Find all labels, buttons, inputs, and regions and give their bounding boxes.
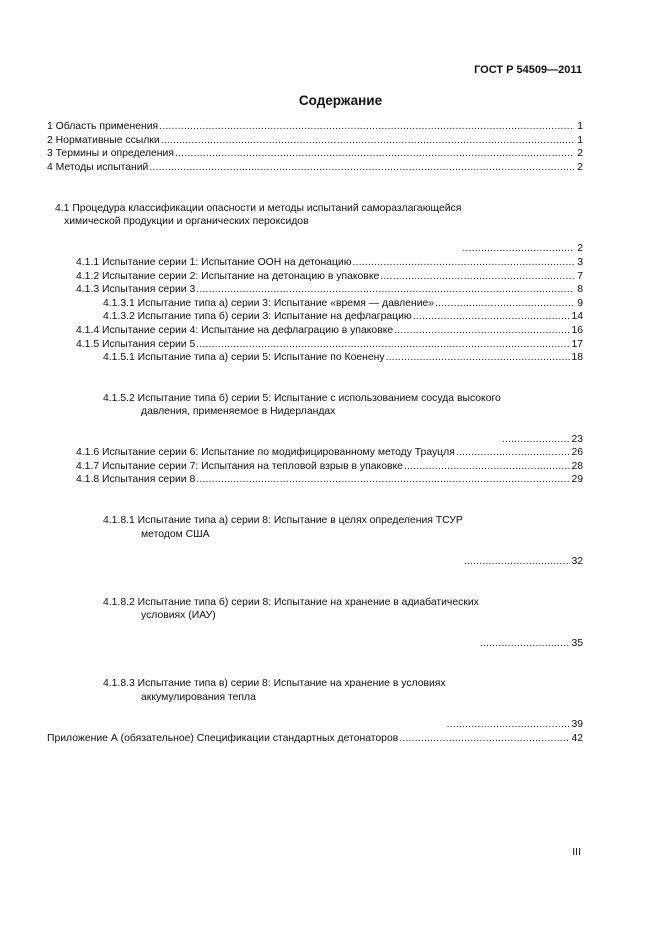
toc-entry-text: 4.1.6 Испытание серии 6: Испытание по модифицированному методу Трауцля [76,447,455,459]
toc-page-number: 14 [571,311,583,323]
toc-entry-text [103,487,463,569]
table-of-contents [47,120,583,745]
toc-leader [462,242,574,256]
toc-page-number: 39 [571,719,583,731]
toc-page-number: 1 [577,134,583,146]
toc-page-number: 17 [571,338,583,350]
toc-page-number: 8 [577,284,583,296]
toc-entry-text: 4.1.5.1 Испытание типа а) серии 5: Испытание по Коенену [103,352,385,364]
toc-entry-text: 4.1.1 Испытание серии 1: Испытание ООН на детонацию [76,256,352,268]
toc-page-number: 26 [571,447,583,459]
toc-entry[interactable] [47,351,583,365]
toc-entry-line: 4.1.5.2 Испытание типа б) серии 5: Испытание с использованием сосуда высокого [103,392,501,404]
toc-entry-text: 4.1.2 Испытание серии 2: Испытание на детонацию в упаковке [76,270,380,282]
toc-entry-text [103,569,479,651]
toc-entry[interactable] [47,310,583,324]
toc-leader [480,637,571,651]
toc-page-number: 28 [571,460,583,472]
toc-entry[interactable] [47,473,583,487]
toc-leader [447,718,571,732]
toc-entry-text: Приложение А (обязательное) Спецификации стандартных детонаторов [47,732,399,744]
toc-leader [399,732,570,746]
toc-entry[interactable] [47,120,583,134]
toc-entry-text: 4.1.3.1 Испытание типа а) серии 3: Испытание «время — давление» [103,297,435,309]
toc-entry-text: 2 Нормативные ссылки [47,134,160,146]
toc-entry-text: 4.1.7 Испытание серии 7: Испытания на тепловой взрыв в упаковке [76,460,403,472]
toc-page-number: 9 [577,297,583,309]
toc-entry-line: методом США [141,528,210,540]
toc-entry-text: 4.1.4 Испытание серии 4: Испытание на дефлаграцию в упаковке [76,324,394,336]
toc-entry-text: 3 Термины и определения [47,148,174,160]
toc-leader [196,283,574,297]
toc-entry-line: условиях (ИАУ) [141,610,216,622]
toc-entry-text: 4.1.8 Испытания серии 8 [76,474,196,486]
toc-entry-text: 1 Область применения [47,121,159,132]
toc-entry-appendix[interactable] [47,732,583,746]
toc-entry[interactable] [47,650,583,732]
toc-page-number: 23 [571,433,583,445]
toc-leader [386,351,571,365]
toc-page-number: 1 [577,121,583,132]
toc-page-number: 29 [571,474,583,486]
toc-leader [435,297,574,311]
toc-entry-line: аккумулирования тепла [141,691,256,703]
toc-entry-line: 4.1.8.1 Испытание типа а) серии 8: Испытание в целях определения ТСУР [103,515,463,527]
toc-entry[interactable] [47,324,583,338]
standard-designation: ГОСТ Р 54509—2011 [474,64,582,76]
toc-entry-text [55,174,461,256]
toc-entry[interactable] [47,338,583,352]
toc-entry-line: 4.1.8.2 Испытание типа б) серии 8: Испытание на хранение в адиабатических [103,596,479,608]
toc-leader [353,256,574,270]
toc-leader [196,473,570,487]
toc-entry-text: 4.1.3.2 Испытание типа б) серии 3: Испытание на дефлаграцию [103,311,412,323]
toc-entry-line: давления, применяемое в Нидерландах [141,406,336,418]
toc-entry[interactable] [47,161,583,175]
toc-entry[interactable] [47,365,583,447]
toc-leader [161,134,574,148]
toc-page-number: 18 [571,352,583,364]
toc-page-number: 42 [571,732,583,744]
toc-entry-text: 4.1.3 Испытания серии 3 [76,284,196,296]
toc-leader [404,460,571,474]
page-title: Содержание [298,93,383,108]
toc-leader [380,270,574,284]
toc-leader [149,161,574,175]
toc-entry[interactable] [47,147,583,161]
toc-entry-text [103,365,501,447]
toc-page-number: 2 [577,161,583,173]
toc-entry-line: 4.1.8.3 Испытание типа в) серии 8: Испытание на хранение в условиях [103,678,446,690]
toc-page-number: 2 [577,243,583,255]
toc-leader [394,324,570,338]
toc-page-number: 35 [571,637,583,649]
toc-entry-line: химической продукции и органических пероксидов [64,216,309,228]
toc-entry-text: 4.1.5 Испытания серии 5 [76,338,196,350]
toc-leader [413,310,571,324]
toc-entry[interactable] [47,134,583,148]
toc-entry-text: 4 Методы испытаний [47,161,149,173]
toc-page-number: 7 [577,270,583,282]
toc-entry[interactable] [47,297,583,311]
toc-leader [502,433,571,447]
page-number: III [572,846,581,858]
toc-entry[interactable] [47,446,583,460]
toc-entry-text [103,650,446,732]
toc-page-number: 16 [571,324,583,336]
toc-entry[interactable] [47,256,583,270]
toc-entry-line: 4.1 Процедура классификации опасности и методы испытаний саморазлагающейся [55,202,462,214]
toc-leader [456,446,571,460]
toc-entry[interactable] [47,569,583,651]
toc-leader [196,338,570,352]
toc-entry[interactable] [47,270,583,284]
toc-entry[interactable] [47,460,583,474]
toc-entry[interactable] [47,487,583,569]
toc-page-number: 3 [577,256,583,268]
toc-page-number: 32 [571,556,583,567]
toc-entry[interactable] [47,174,583,256]
toc-leader [175,147,574,161]
toc-leader [464,555,571,569]
toc-leader [159,120,574,134]
toc-page-number: 2 [577,148,583,160]
toc-entry[interactable] [47,283,583,297]
